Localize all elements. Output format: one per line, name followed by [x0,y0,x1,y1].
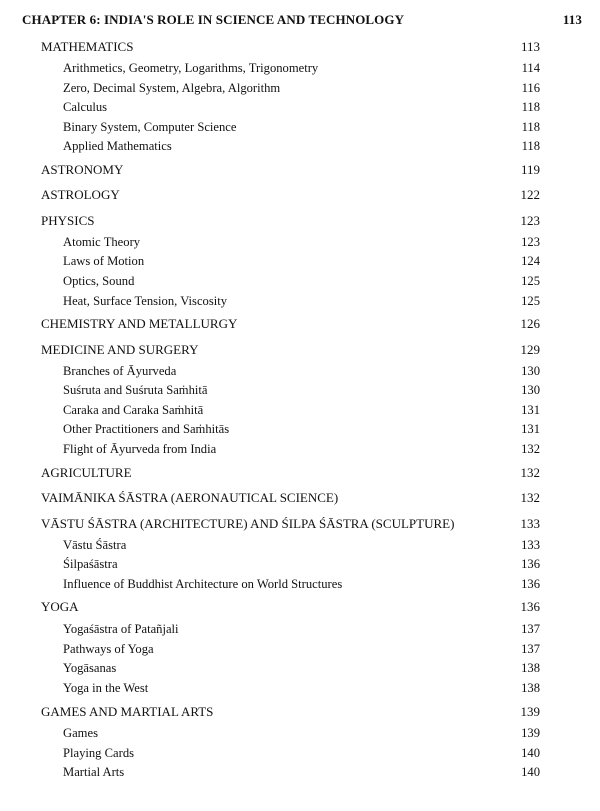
entry-page-number: 119 [520,162,540,177]
toc-subsection-entry [63,555,540,573]
entry-label: Heat, Surface Tension, Viscosity [63,294,228,308]
toc-subsection-entry [63,252,540,270]
entry-label: Playing Cards [63,746,135,760]
entry-label: Optics, Sound [63,274,135,288]
entry-page-number: 137 [521,642,540,656]
entry-page-number: 138 [521,681,540,695]
entry-page-number: 136 [521,577,540,591]
entry-label: Pathways of Yoga [63,642,154,656]
toc-subsection-entry [63,362,540,380]
entry-label: Applied Mathematics [63,139,172,153]
toc-section-entry [41,315,540,333]
toc-subsection-entry [63,744,540,762]
entry-label: Vāstu Śāstra [63,538,127,552]
entry-label: Flight of Āyurveda from India [63,442,217,456]
entry-label: GAMES AND MARTIAL ARTS [41,704,214,719]
entry-label: ASTROLOGY [41,187,120,202]
entry-label: Arithmetics, Geometry, Logarithms, Trigonometry [63,61,319,75]
entry-label: Yogāsanas [63,661,117,675]
entry-page-number: 138 [521,661,540,675]
entry-page-number: 140 [521,765,540,779]
entry-label: PHYSICS [41,213,95,228]
toc-section-entry [41,515,540,533]
entry-page-number: 113 [520,39,540,54]
chapter-page-number: 113 [562,12,582,27]
toc-section-entry [41,212,540,230]
entry-page-number: 130 [521,383,540,397]
entry-label: VAIMĀNIKA ŚĀSTRA (AERONAUTICAL SCIENCE) [41,490,339,505]
entry-label: Calculus [63,100,108,114]
toc-subsection-entry [63,137,540,155]
entry-page-number: 139 [520,704,540,719]
entry-label: Branches of Āyurveda [63,364,177,378]
entry-label: Śilpaśāstra [63,557,118,571]
toc-subsection-entry [63,440,540,458]
entry-label: Atomic Theory [63,235,141,249]
entry-label: ASTRONOMY [41,162,124,177]
toc-subsection-entry [63,79,540,97]
entry-page-number: 129 [520,342,540,357]
entry-page-number: 125 [521,294,540,308]
entry-label: Zero, Decimal System, Algebra, Algorithm [63,81,281,95]
entry-page-number: 114 [521,61,540,75]
entry-label: Yoga in the West [63,681,149,695]
toc-section-entry [41,341,540,359]
entry-page-number: 132 [520,465,540,480]
entry-page-number: 123 [521,235,540,249]
toc-section-entry [41,186,540,204]
entry-label: Games [63,726,98,740]
entry-page-number: 137 [521,622,540,636]
toc-subsection-entry [63,401,540,419]
entry-page-number: 130 [521,364,540,378]
chapter-title: CHAPTER 6: INDIA'S ROLE IN SCIENCE AND TECHNOLOGY [22,12,405,27]
entry-page-number: 136 [521,557,540,571]
entry-label: Suśruta and Suśruta Saṁhitā [63,383,208,397]
toc-subsection-entry [63,575,540,593]
entry-page-number: 133 [521,538,540,552]
entry-label: AGRICULTURE [41,465,132,480]
toc-subsection-entry [63,292,540,310]
entry-page-number: 124 [521,254,540,268]
entry-page-number: 136 [520,599,540,614]
toc-subsection-entry [63,233,540,251]
toc-section-entry [41,464,540,482]
entry-label: MATHEMATICS [41,39,134,54]
chapter-heading [22,12,582,32]
toc-subsection-entry [63,420,540,438]
entry-label: MEDICINE AND SURGERY [41,342,199,357]
toc-subsection-entry [63,381,540,399]
toc-subsection-entry [63,640,540,658]
toc-subsection-entry [63,620,540,638]
toc-subsection-entry [63,118,540,136]
toc-section-entry [41,161,540,179]
entry-page-number: 139 [521,726,540,740]
entry-label: Caraka and Caraka Saṁhitā [63,403,204,417]
toc-subsection-entry [63,763,540,781]
toc-subsection-entry [63,724,540,742]
entry-label: Laws of Motion [63,254,145,268]
entry-page-number: 132 [521,442,540,456]
entry-label: Other Practitioners and Saṁhitās [63,422,230,436]
entry-label: YOGA [41,599,79,614]
toc-section-entry [41,703,540,721]
toc-subsection-entry [63,272,540,290]
entry-page-number: 131 [521,422,540,436]
entry-label: Martial Arts [63,765,125,779]
toc-section-entry [41,489,540,507]
entry-label: VĀSTU ŚĀSTRA (ARCHITECTURE) AND ŚILPA ŚĀSTRA (SCULPTURE) [41,516,455,531]
entry-label: Influence of Buddhist Architecture on World Structures [63,577,343,591]
toc-subsection-entry [63,679,540,697]
entry-page-number: 123 [520,213,540,228]
entry-page-number: 132 [520,490,540,505]
entry-page-number: 126 [520,316,540,331]
entry-page-number: 118 [521,139,540,153]
toc-subsection-entry [63,98,540,116]
entry-page-number: 118 [521,100,540,114]
entry-page-number: 116 [521,81,540,95]
entry-page-number: 131 [521,403,540,417]
toc-subsection-entry [63,59,540,77]
toc-subsection-entry [63,659,540,677]
entry-page-number: 140 [521,746,540,760]
toc-section-entry [41,598,540,616]
entry-label: Binary System, Computer Science [63,120,237,134]
entry-label: Yogaśāstra of Patañjali [63,622,179,636]
entry-page-number: 122 [520,187,540,202]
entry-page-number: 133 [520,516,540,531]
entry-label: CHEMISTRY AND METALLURGY [41,316,238,331]
toc-section-entry [41,38,540,56]
entry-page-number: 118 [521,120,540,134]
toc-subsection-entry [63,536,540,554]
entry-page-number: 125 [521,274,540,288]
